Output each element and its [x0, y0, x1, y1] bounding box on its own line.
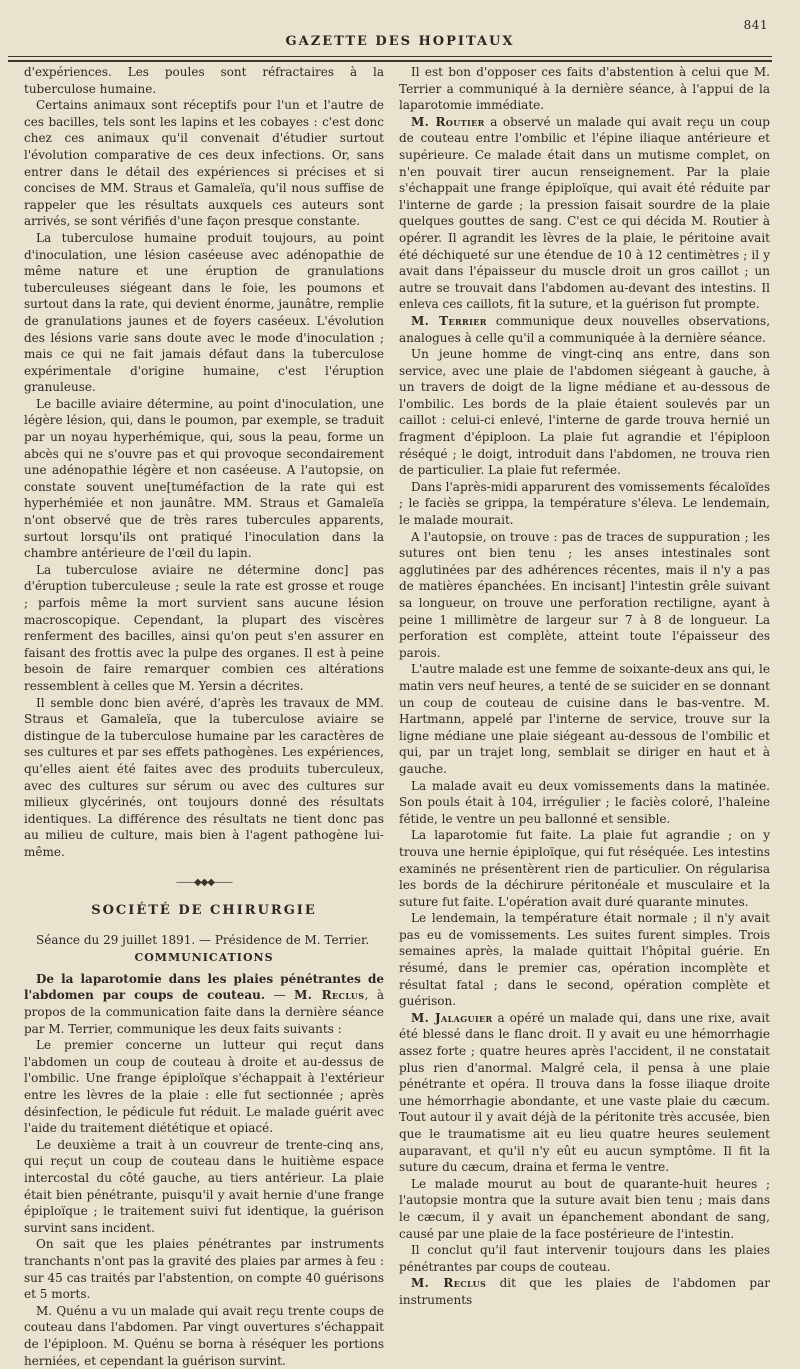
- paragraph: L'autre malade est une femme de soixante-deux ans qui, le matin vers neuf heures, a tenté de se suicider en se donnant un coup de couteau de cuisine dans le bas-ventre. M. Hartmann, appelé par l'interne de service, trouve sur la ligne médiane une plaie siégeant au-dessous de l'ombilic et qui, par un trajet long, semblait se diriger en haut et à gauche.: [399, 662, 770, 776]
- session-line: Séance du 29 juillet 1891. — Présidence de M. Terrier.: [36, 932, 370, 947]
- header-rule: [8, 56, 772, 57]
- paragraph: [399, 114, 770, 313]
- paragraph-text: a observé un malade qui avait reçu un coup de couteau entre l'ombilic et l'épine iliaque antérieure et supérieure. Ce malade était dans un mutisme complet, on n'en pouvait tirer aucun renseignement. Par la plaie s'échappait une frange épiploïque, qui avait été réduite par l'interne de garde ; la pression faisait sourdre de la plaie quelques gouttes de sang. C'est ce qui décida M. Routier à opérer. Il agrandit les lèvres de la plaie, le péritoine avait été déchiqueté sur une étendue de 10 à 12 centimètres ; il y avait dans l'épaisseur du muscle droit un gros caillot ; un autre se trouvait dans l'abdomen au-devant des intestins. Il enleva ces caillots, fit la suture, et la guérison fut prompte.: [399, 114, 770, 312]
- article-heading: De la laparotomie dans les plaies pénétrantes de l'abdomen par coups de couteau. — M. Reclus, à propos de la communication faite dans la dernière séance par M. Terrier, communique les deux faits suivants :: [24, 971, 384, 1036]
- section-title: SOCIÉTÉ DE CHIRURGIE: [91, 903, 317, 919]
- paragraph: Le lendemain, la température était normale ; il n'y avait pas eu de vomissements. Les suites furent simples. Trois semaines après, la malade quittait l'hôpital guérie. En résumé, dans le premier cas, opération incomplète et résultat fatal ; dans le second, opération complète et guérison.: [399, 911, 770, 1009]
- paragraph: Le premier concerne un lutteur qui reçut dans l'abdomen un coup de couteau à droite et au-dessus de l'ombilic. Une frange épiploïque s'échappait à l'extérieur entre les lèvres de la plaie : elle fut sectionnée ; après désinfection, le pédicule fut réduit. Le malade guérit avec l'aide du traitement diététique et opiacé.: [24, 1038, 384, 1136]
- paragraph: La tuberculose humaine produit toujours, au point d'inoculation, une lésion caséeuse avec adénopathie de même nature et une éruption de granulations tuberculeuses siégeant dans le foie, les poumons et surtout dans la rate, qui devient énorme, jaunâtre, remplie de granulations jaunes et de foyers caséeux. L'évolution des lésions varie sans doute avec le mode d'inoculation ; mais ce qui ne fait jamais défaut dans la tuberculose expérimentale d'origine humaine, c'est l'éruption granuleuse.: [24, 230, 384, 395]
- author-name: M. Reclus: [294, 988, 365, 1003]
- header-rule-thick: [8, 60, 772, 62]
- paragraph: [399, 1010, 770, 1176]
- paragraph: M. Quénu a vu un malade qui avait reçu trente coups de couteau dans l'abdomen. Par vingt ouvertures s'échappait de l'épiploon. M. Quénu se borna à réséquer les portions herniées, et cependant la guérison survint.: [24, 1303, 384, 1368]
- running-head: GAZETTE DES HOPITAUX: [285, 34, 515, 49]
- paragraph: Le deuxième a trait à un couvreur de trente-cinq ans, qui reçut un coup de couteau dans le huitième espace intercostal du côté gauche, au tiers antérieur. La plaie était bien pénétrante, puisqu'il y avait hernie d'une frange épiploïque ; le traitement suivi fut identique, la guérison survint sans incident.: [24, 1137, 384, 1235]
- paragraph: On sait que les plaies pénétrantes par instruments tranchants n'ont pas la gravité des plaies par armes à feu : sur 45 cas traités par l'abstention, on compte 40 guérisons et 5 morts.: [24, 1237, 384, 1302]
- section-divider: ——◆◆◆——: [175, 876, 233, 888]
- paragraph: La laparotomie fut faite. La plaie fut agrandie ; on y trouva une hernie épiploïque, qui fut réséquée. Les intestins examinés ne présentèrent rien de particulier. On régularisa les bords de la déchirure péritonéale et musculaire et la suture fut faite. L'opération avait duré quarante minutes.: [399, 828, 770, 909]
- paragraph-text: communique deux nouvelles observations, analogues à celle qu'il a communiquée à la dernière séance.: [399, 313, 771, 345]
- paragraph: Le bacille aviaire détermine, au point d'inoculation, une légère lésion, qui, dans le poumon, par exemple, se traduit par un noyau hyperhémique, qui, sous la peau, forme un abcès qui ne s'ouvre pas et qui provoque secondairement une adénopathie légère et non caséeuse. A l'autopsie, on constate souvent une[tuméfaction de la rate qui est hyperhémiée et non jaunâtre. MM. Straus et Gamaleïa n'ont observé que de très rares tubercules apparents, surtout lorsqu'ils ont pratiqué l'inoculation dans la chambre antérieure de l'œil du lapin.: [24, 396, 384, 561]
- paragraph: La malade avait eu deux vomissements dans la matinée. Son pouls était à 104, irrégulier ; le faciès coloré, l'haleine fétide, le ventre un peu ballonné et sensible.: [399, 778, 770, 826]
- paragraph: La tuberculose aviaire ne détermine donc] pas d'éruption tuberculeuse ; seule la rate est grosse et rouge ; parfois même la mort survient sans aucune lésion macroscopique. Cependant, la plupart des viscères renferment des bacilles, ainsi qu'on peut s'en assurer en faisant des frottis avec la pulpe des organes. Il est à peine besoin de faire remarquer combien ces altérations ressemblent à celles que M. Yersin a décrites.: [24, 562, 384, 693]
- paragraph: A l'autopsie, on trouve : pas de traces de suppuration ; les sutures ont bien tenu ; les anses intestinales sont agglutinées par des adhérences récentes, mais il n'y a pas de matières épanchées. En incisant] l'intestin grêle suivant sa longueur, on trouve une perforation rectiligne, ayant à peine 1 millimètre de largeur sur 7 à 8 de longueur. La perforation est complète, atteint toute l'épaisseur des parois.: [399, 529, 770, 660]
- paragraph: Il conclut qu'il faut intervenir toujours dans les plaies pénétrantes par coups de couteau.: [399, 1243, 770, 1274]
- article-title: De la laparotomie dans les plaies pénétrantes de l'abdomen par coups de couteau.: [24, 971, 384, 1003]
- paragraph: d'expériences. Les poules sont réfractaires à la tuberculose humaine.: [24, 65, 384, 96]
- paragraph: [399, 1275, 770, 1308]
- paragraph: [399, 313, 770, 346]
- paragraph: Dans l'après-midi apparurent des vomissements fécaloïdes ; le faciès se grippa, la température s'éleva. Le lendemain, le malade mourait.: [399, 479, 770, 528]
- author-name: M. Routier: [411, 114, 485, 129]
- right-column: [399, 64, 770, 1309]
- page-number: 841: [743, 18, 768, 32]
- communications-heading: COMMUNICATIONS: [134, 951, 274, 965]
- paragraph-text: dit que les plaies de l'abdomen par instruments: [399, 1276, 770, 1307]
- author-name: M. Jalaguier: [411, 1010, 493, 1025]
- paragraph: Certains animaux sont réceptifs pour l'un et l'autre de ces bacilles, tels sont les lapins et les cobayes : c'est donc chez ces animaux qu'il convenait d'étudier surtout l'évolution comparative de ces deux infections. Or, sans entrer dans le détail des expériences si précises et si concises de MM. Straus et Gamaleïa, qu'il nous suffise de rappeler que les résultats auxquels ces auteurs sont arrivés, se sont vérifiés d'une façon presque constante.: [24, 98, 384, 229]
- author-name: M. Terrier: [411, 313, 487, 328]
- paragraph: Le malade mourut au bout de quarante-huit heures ; l'autopsie montra que la suture avait bien tenu ; mais dans le cæcum, il y avait un épanchement abondant de sang, causé par une plaie de la face postérieure de l'intestin.: [399, 1176, 770, 1241]
- article-intro: , à propos de la communication faite dans la dernière séance par M. Terrier, communique les deux faits suivants :: [24, 988, 384, 1036]
- author-name: M. Reclus: [411, 1276, 487, 1291]
- paragraph: Il est bon d'opposer ces faits d'abstention à celui que M. Terrier a communiqué à la dernière séance, à l'appui de la laparotomie immédiate.: [399, 65, 770, 113]
- page-header: [0, 0, 800, 62]
- paragraph: Un jeune homme de vingt-cinq ans entre, dans son service, avec une plaie de l'abdomen siégeant à gauche, à un travers de doigt de la ligne médiane et au-dessous de l'ombilic. Les bords de la plaie étaient soulevés par un caillot : celui-ci enlevé, l'interne de garde trouva hernié un fragment d'épiploon. La plaie fut agrandie et l'épiploon réséqué ; le doigt, introduit dans l'abdomen, ne trouva rien de particulier. La plaie fut refermée.: [399, 347, 770, 478]
- left-column: [24, 64, 384, 1369]
- paragraph-text: a opéré un malade qui, dans une rixe, avait été blessé dans le flanc droit. Il y avait eu une hémorrhagie assez forte ; quatre heures après l'accident, il ne constatait plus rien d'anormal. Malgré cela, il pensa à une plaie pénétrante et opéra. Il trouva dans la fosse iliaque droite une hémorrhagie abondante, et une vaste plaie du cæcum. Tout autour il y avait déjà de la péritonite très accusée, bien que le traumatisme ait eu lieu quatre heures seulement auparavant, et qu'il n'y eût eu aucun symptôme. Il fit la suture du cæcum, draina et ferma le ventre.: [399, 1010, 770, 1175]
- paragraph: Il semble donc bien avéré, d'après les travaux de MM. Straus et Gamaleïa, que la tuberculose aviaire se distingue de la tuberculose humaine par les caractères de ses cultures et par ses effets pathogènes. Les expériences, qu'elles aient été faites avec des produits tuberculeux, avec des cultures sur sérum ou avec des cultures sur milieux glycérinés, ont toujours donné des résultats identiques. La différence des résultats ne tient donc pas au milieu de culture, mais bien à l'agent pathogène lui-même.: [24, 695, 384, 859]
